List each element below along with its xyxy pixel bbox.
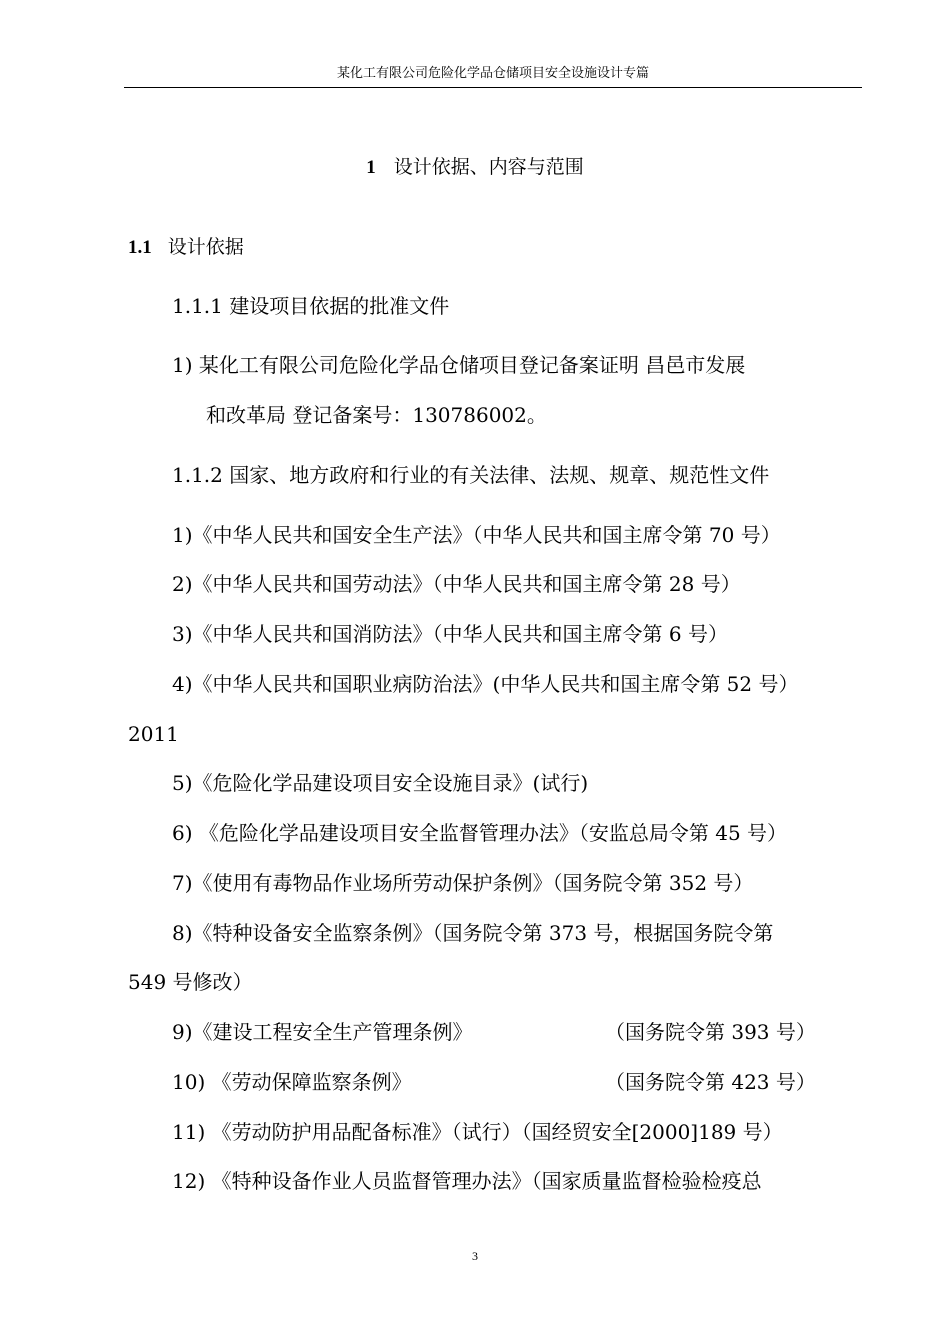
law-item-9-ref: （国务院令第 393 号） bbox=[605, 1020, 816, 1044]
section-title bbox=[128, 232, 244, 263]
law-item-6: 6) 《危险化学品建设项目安全监督管理办法》（安监总局令第 45 号） bbox=[172, 821, 788, 845]
law-item-5: 5)《危险化学品建设项目安全设施目录》(试行) bbox=[172, 771, 589, 795]
law-item-2: 2)《中华人民共和国劳动法》（中华人民共和国主席令第 28 号） bbox=[172, 572, 741, 596]
chapter-title-text: 设计依据、内容与范围 bbox=[393, 156, 584, 178]
law-item-4-line-1: 4)《中华人民共和国职业病防治法》(中华人民共和国主席令第 52 号） bbox=[172, 672, 799, 696]
law-item-11: 11) 《劳动防护用品配备标准》（试行）（国经贸安全[2000]189 号） bbox=[172, 1120, 783, 1144]
law-item-4-line-2: 2011 bbox=[128, 722, 179, 746]
law-item-10-title: 10) 《劳动保障监察条例》 bbox=[172, 1070, 412, 1094]
chapter-number: 1 bbox=[366, 157, 376, 178]
law-item-8-line-1: 8)《特种设备安全监察条例》（国务院令第 373 号，根据国务院令第 bbox=[172, 921, 774, 945]
law-item-12: 12) 《特种设备作业人员监督管理办法》（国家质量监督检验检疫总 bbox=[172, 1169, 762, 1193]
chapter-title bbox=[0, 152, 950, 183]
law-item-3: 3)《中华人民共和国消防法》（中华人民共和国主席令第 6 号） bbox=[172, 622, 728, 646]
approval-item-1-line-1: 1) 某化工有限公司危险化学品仓储项目登记备案证明 昌邑市发展 bbox=[172, 353, 746, 377]
law-item-7: 7)《使用有毒物品作业场所劳动保护条例》（国务院令第 352 号） bbox=[172, 871, 754, 895]
page-number: 3 bbox=[472, 1249, 478, 1263]
law-item-9-title: 9)《建设工程安全生产管理条例》 bbox=[172, 1020, 473, 1044]
subsection-1-1-1: 1.1.1 建设项目依据的批准文件 bbox=[172, 294, 450, 318]
section-title-text: 设计依据 bbox=[167, 236, 244, 258]
page-header: 某化工有限公司危险化学品仓储项目安全设施设计专篇 bbox=[124, 64, 862, 88]
subsection-1-1-2: 1.1.2 国家、地方政府和行业的有关法律、法规、规章、规范性文件 bbox=[172, 463, 770, 487]
approval-item-1-line-2: 和改革局 登记备案号：130786002。 bbox=[206, 403, 547, 427]
section-number: 1.1 bbox=[128, 237, 152, 258]
law-item-10-ref: （国务院令第 423 号） bbox=[605, 1070, 816, 1094]
law-item-8-line-2: 549 号修改） bbox=[128, 970, 253, 994]
law-item-1: 1)《中华人民共和国安全生产法》（中华人民共和国主席令第 70 号） bbox=[172, 523, 781, 547]
